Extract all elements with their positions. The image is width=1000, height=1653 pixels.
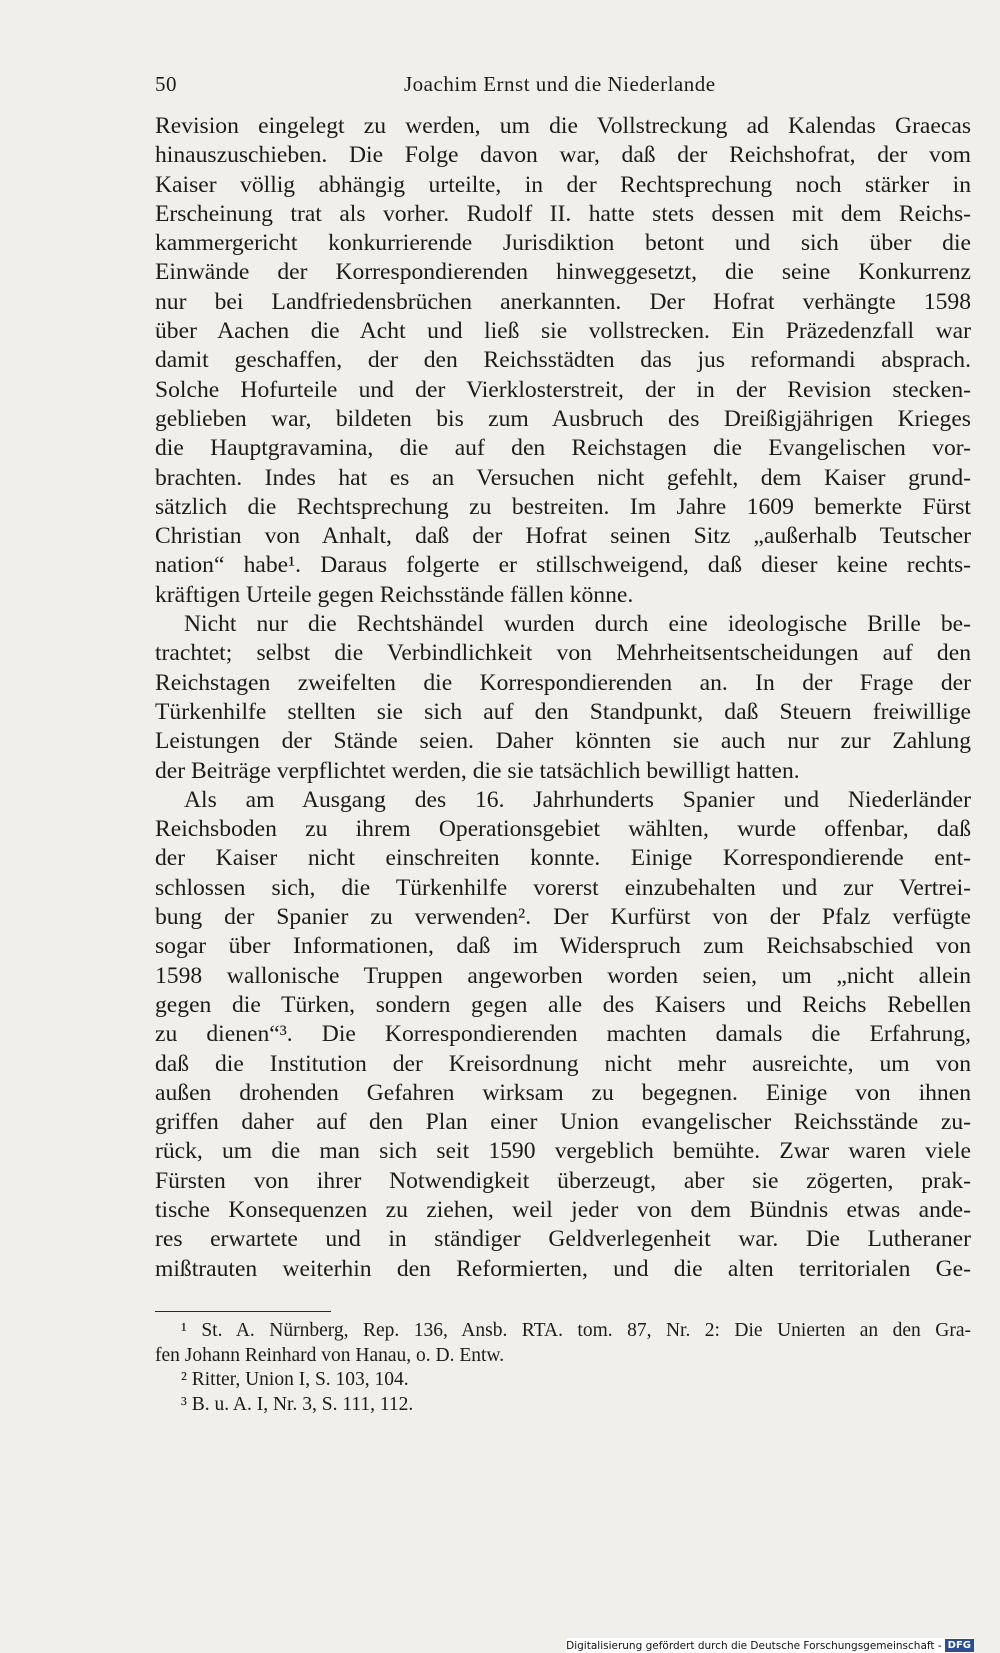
text-line: res erwartete und in ständiger Geldverlegenheit war. Die Lutheraner bbox=[155, 1226, 971, 1253]
footnotes bbox=[155, 1319, 971, 1417]
digitization-credit bbox=[566, 1638, 974, 1653]
footnote-line: ¹ St. A. Nürnberg, Rep. 136, Ansb. RTA. tom. 87, Nr. 2: Die Unierten an den Gra- bbox=[181, 1320, 971, 1341]
footnote-line: fen Johann Reinhard von Hanau, o. D. Entw. bbox=[155, 1344, 505, 1366]
text-line: außen drohenden Gefahren wirksam zu begegnen. Einige von ihnen bbox=[155, 1079, 971, 1106]
dfg-logo: DFG bbox=[945, 1639, 974, 1652]
text-line: Kaiser völlig abhängig urteilte, in der Rechtsprechung noch stärker in bbox=[155, 171, 971, 198]
text-line: Solche Hofurteile und der Vierklosterstreit, der in der Revision stecken- bbox=[155, 376, 971, 403]
text-line: trachtet; selbst die Verbindlichkeit von Mehrheitsentscheidungen auf den bbox=[155, 640, 971, 667]
text-line: Fürsten von ihrer Notwendigkeit überzeugt, aber sie zögerten, prak- bbox=[155, 1167, 971, 1194]
text-line: brachten. Indes hat es an Versuchen nicht gefehlt, dem Kaiser grund- bbox=[155, 464, 971, 491]
text-line: sogar über Informationen, daß im Widerspruch zum Reichsabschied von bbox=[155, 933, 971, 960]
text-line: Als am Ausgang des 16. Jahrhunderts Spanier und Niederländer bbox=[184, 786, 971, 813]
text-line: hinauszuschieben. Die Folge davon war, daß der Reichshofrat, der vom bbox=[155, 142, 971, 169]
footnote-line: ³ B. u. A. I, Nr. 3, S. 111, 112. bbox=[181, 1393, 414, 1415]
text-line: nur bei Landfriedensbrüchen anerkannten. Der Hofrat verhängte 1598 bbox=[155, 288, 971, 315]
text-line: zu dienen“³. Die Korrespondierenden machten damals die Erfahrung, bbox=[155, 1021, 971, 1048]
footnote-line: ² Ritter, Union I, S. 103, 104. bbox=[181, 1369, 409, 1390]
text-line: geblieben war, bildeten bis zum Ausbruch des Dreißigjährigen Krieges bbox=[155, 405, 971, 432]
text-line: tische Konsequenzen zu ziehen, weil jeder von dem Bündnis etwas ande- bbox=[155, 1196, 971, 1223]
text-line: Revision eingelegt zu werden, um die Vollstreckung ad Kalendas Graecas bbox=[155, 113, 971, 139]
text-line: bung der Spanier zu verwenden². Der Kurfürst von der Pfalz verfügte bbox=[155, 904, 971, 931]
text-line: Einwände der Korrespondierenden hinweggesetzt, die seine Konkurrenz bbox=[155, 259, 971, 286]
text-line: nation“ habe¹. Daraus folgerte er stillschweigend, daß dieser keine rechts- bbox=[155, 552, 971, 579]
text-line: mißtrauten weiterhin den Reformierten, und die alten territorialen Ge- bbox=[155, 1255, 971, 1282]
text-line: der Kaiser nicht einschreiten konnte. Einige Korrespondierende ent- bbox=[155, 845, 971, 872]
text-line: Erscheinung trat als vorher. Rudolf II. hatte stets dessen mit dem Reichs- bbox=[155, 200, 971, 227]
text-line: Reichsboden zu ihrem Operationsgebiet wählten, wurde offenbar, daß bbox=[155, 816, 971, 843]
page-number: 50 bbox=[155, 72, 177, 96]
text-line: griffen daher auf den Plan einer Union evangelischer Reichsstände zu- bbox=[155, 1109, 971, 1136]
body-text bbox=[155, 112, 971, 1284]
text-line: Türkenhilfe stellten sie sich auf den Standpunkt, daß Steuern freiwillige bbox=[155, 698, 971, 725]
text-line: Nicht nur die Rechtshändel wurden durch eine ideologische Brille be- bbox=[184, 611, 971, 638]
text-line: Leistungen der Stände seien. Daher könnten sie auch nur zur Zahlung bbox=[155, 728, 971, 755]
footnote-separator bbox=[155, 1311, 331, 1312]
credit-text: Digitalisierung gefördert durch die Deutsche Forschungsgemeinschaft - bbox=[566, 1639, 942, 1652]
text-line: 1598 wallonische Truppen angeworben worden seien, um „nicht allein bbox=[155, 962, 971, 989]
page-header bbox=[0, 72, 1000, 102]
text-line: kammergericht konkurrierende Jurisdiktion betont und sich über die bbox=[155, 230, 971, 257]
text-line: Reichstagen zweifelten die Korrespondierenden an. In der Frage der bbox=[155, 669, 971, 696]
text-line: kräftigen Urteile gegen Reichsstände fällen könne. bbox=[155, 581, 634, 608]
text-line: rück, um die man sich seit 1590 vergeblich bemühte. Zwar waren viele bbox=[155, 1138, 971, 1165]
text-line: über Aachen die Acht und ließ sie vollstrecken. Ein Präzedenzfall war bbox=[155, 318, 971, 345]
text-line: Christian von Anhalt, daß der Hofrat seinen Sitz „außerhalb Teutscher bbox=[155, 523, 971, 550]
text-line: damit geschaffen, der den Reichsstädten das jus reformandi absprach. bbox=[155, 347, 971, 374]
text-line: schlossen sich, die Türkenhilfe vorerst einzubehalten und zur Vertrei- bbox=[155, 874, 971, 901]
text-line: sätzlich die Rechtsprechung zu bestreiten. Im Jahre 1609 bemerkte Fürst bbox=[155, 493, 971, 520]
text-line: der Beiträge verpflichtet werden, die sie tatsächlich bewilligt hatten. bbox=[155, 757, 800, 784]
text-line: daß die Institution der Kreisordnung nicht mehr ausreichte, um von bbox=[155, 1050, 971, 1077]
running-title: Joachim Ernst und die Niederlande bbox=[404, 72, 716, 96]
text-line: gegen die Türken, sondern gegen alle des Kaisers und Reichs Rebellen bbox=[155, 991, 971, 1018]
text-line: die Hauptgravamina, die auf den Reichstagen die Evangelischen vor- bbox=[155, 435, 971, 462]
